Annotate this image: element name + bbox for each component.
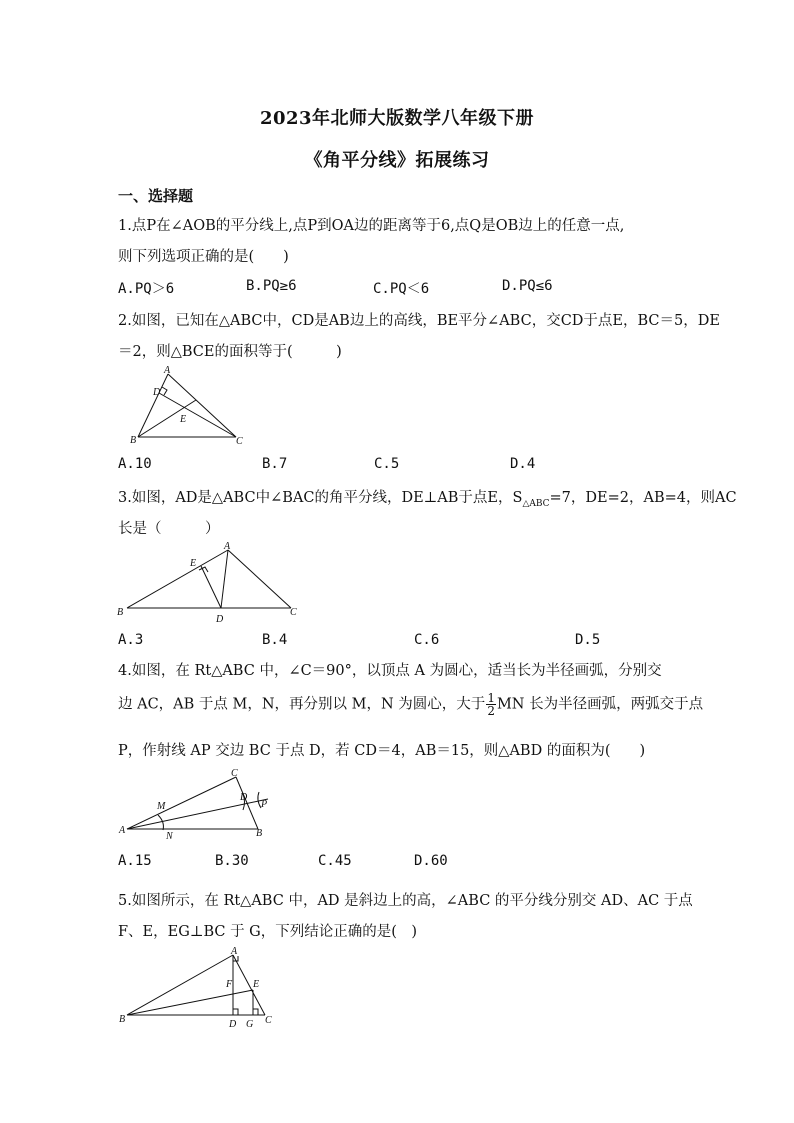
q3-bisector-ad [221,550,228,608]
question-5-line-1: 5.如图所示，在 Rt△ABC 中，AD 是斜边上的高，∠ABC 的平分线分别交 AD、AC 于点 [118,893,693,909]
q4-option-a: A.15 [118,853,152,869]
q5-label-e: E [253,979,260,990]
q2-altitude-cd [159,393,236,437]
q4-text-a: 边 AC，AB 于点 M，N，再分别以 M，N 为圆心，大于 [118,696,486,713]
q3-figure [113,538,303,628]
q3-text-a: 3.如图，AD是△ABC中∠BAC的角平分线，DE⊥AB于点E，S [118,490,523,506]
q3-area-subscript: △ABC [522,498,550,509]
q5-label-b: B [119,1014,126,1025]
q2-label-c: C [236,436,243,447]
q5-label-g: G [246,1019,254,1030]
q4-label-c: C [231,768,238,779]
q1-option-a: A.PQ＞6 [118,281,175,297]
q1-option-d: D.PQ≤6 [502,278,553,294]
q3-label-b: B [117,607,124,618]
question-3-line-1 [118,486,737,509]
q1-option-c: C.PQ＜6 [373,281,430,297]
q2-label-b: B [130,435,137,446]
q5-label-d: D [229,1019,237,1030]
q5-side-ac [233,955,265,1015]
q5-label-a: A [231,946,238,957]
page-subtitle: 《角平分线》拓展练习 [304,150,490,171]
q2-label-d: D [153,387,161,398]
q4-label-n: N [166,831,173,842]
q4-option-d: D.60 [414,853,448,869]
question-5-line-2: F、E，EG⊥BC 于 G，下列结论正确的是( ) [118,924,418,940]
q2-option-d: D.4 [510,456,536,472]
q5-side-ab [127,955,233,1015]
q3-option-b: B.4 [262,632,288,648]
q3-label-e: E [190,558,197,569]
q2-option-c: C.5 [374,456,400,472]
q3-side-ab [127,550,228,608]
q2-label-a: A [164,365,171,376]
q4-option-b: B.30 [215,853,249,869]
q4-option-c: C.45 [318,853,352,869]
question-4-line-1: 4.如图，在 Rt△ABC 中，∠C＝90°，以顶点 A 为圆心，适当长为半径画弧，分别交 [118,663,662,679]
question-4-line-3: P，作射线 AP 交边 BC 于点 D，若 CD＝4，AB＝15，则△ABD 的面积为( ) [118,743,646,759]
section-heading: 一、选择题 [118,187,194,205]
question-2-line-2: ＝2，则△BCE的面积等于( ) [118,344,342,360]
q4-ray-ap [127,799,268,829]
q3-label-c: C [290,607,297,618]
q5-bisector-be [127,990,253,1015]
q3-side-ac [228,550,291,608]
q4-fraction-denominator: 2 [487,704,495,718]
q2-option-a: A.10 [118,456,152,472]
question-1-line-2: 则下列选项正确的是( ) [118,249,289,265]
q3-text-b: =7，DE=2，AB=4，则AC [549,490,737,506]
q2-figure [118,364,258,450]
q3-option-a: A.3 [118,632,144,648]
q4-label-m: M [157,801,166,812]
question-3-line-2: 长是（ ） [118,521,220,537]
q4-fraction [486,692,496,717]
q3-option-d: D.5 [575,632,601,648]
q4-label-p: P [261,799,268,810]
q2-label-e: E [180,414,187,425]
q4-label-b: B [256,828,263,839]
q4-figure [115,762,275,844]
q5-label-c: C [265,1015,272,1026]
question-2-line-1: 2.如图，已知在△ABC中，CD是AB边上的高线，BE平分∠ABC，交CD于点E，BC＝5，DE [118,313,720,329]
q4-label-a: A [119,825,126,836]
page-title: 2023年北师大版数学八年级下册 [259,108,535,129]
question-1-line-1: 1.点P在∠AOB的平分线上,点P到OA边的距离等于6,点Q是OB边上的任意一点, [118,218,625,234]
q3-perpendicular-de [201,566,221,608]
q4-side-ac [127,777,236,829]
q3-label-a: A [224,541,231,552]
q4-label-d: D [240,792,248,803]
q3-option-c: C.6 [414,632,440,648]
q4-fraction-numerator: 1 [487,691,495,705]
q3-label-d: D [216,614,224,625]
q2-option-b: B.7 [262,456,288,472]
q5-label-f: F [226,979,233,990]
question-4-line-2 [118,692,703,717]
q1-option-b: B.PQ≥6 [246,278,297,294]
q5-right-angle-g [253,1009,258,1015]
q5-right-angle-d [233,1009,238,1015]
q4-text-b: MN 长为半径画弧，两弧交于点 [496,696,704,713]
q5-figure [115,943,285,1033]
q2-side-ac [168,374,236,437]
q2-right-angle-mark [162,387,167,395]
